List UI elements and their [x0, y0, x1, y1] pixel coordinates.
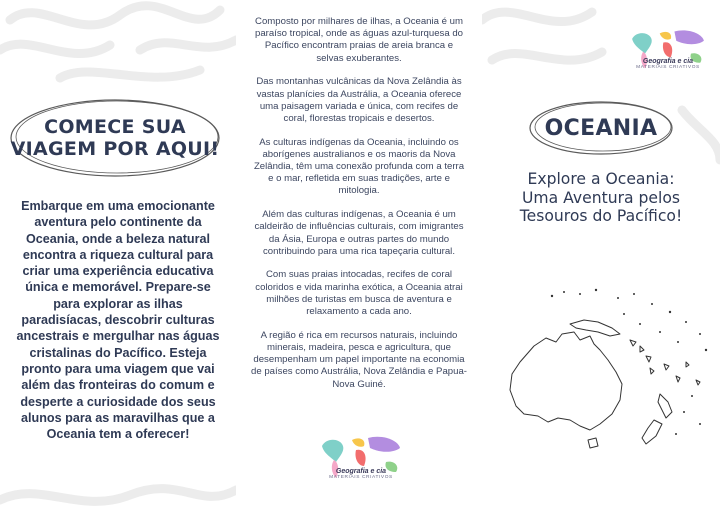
paragraph: Composto por milhares de ilhas, a Oceania é um paraíso tropical, onde as águas azul-turquesa do Pacífico encontram praias de areia branca e selvas exuberantes.: [255, 16, 463, 64]
heading-line1: COMECE SUA: [44, 116, 186, 138]
brand-logo: [618, 26, 718, 70]
subtitle: Explore a Oceania: Uma Aventura pelos Tesouros do Pacífico!: [519, 170, 683, 225]
paragraph: Com suas praias intocadas, recifes de coral coloridos e vida marinha exótica, a Oceania atrai milhões de turistas em busca de aventura e relaxamento a cada ano.: [255, 269, 463, 318]
logo-name: Geografia e cia: [335, 468, 387, 475]
logo-name: Geografia e cia: [642, 58, 694, 65]
logo-tagline: MATERIAIS CRIATIVOS: [636, 65, 700, 70]
intro-text: Embarque em uma emocionante aventura pelo continente da Oceania, onde a beleza natural encontra a riqueza cultural para criar uma experiência educativa única e memorável. Prepare-se para explorar as ilhas paradisíacas, descobrir culturas ancestrais e mergulhar nas águas cristalinas do Pacífico. Esteja pronto para uma viagem que vai além das fronteiras do comum e desperte a curiosidade dos seus alunos para as maravilhas que a Oceania tem a oferecer!: [16, 199, 220, 442]
heading-badge: [526, 98, 676, 158]
middle-panel: [236, 0, 482, 509]
scribble-decoration-bottom: [0, 440, 236, 509]
paragraph: Das montanhas vulcânicas da Nova Zelândia às vastas planícies da Austrália, a Oceania oferece uma paisagem variada e única, com recifes de coral, florestas tropicais e desertos.: [256, 76, 462, 124]
heading-badge: [6, 96, 224, 180]
page-heading: [11, 116, 220, 160]
logo-tagline: MATERIAIS CRIATIVOS: [329, 475, 393, 480]
page-title: OCEANIA: [544, 115, 658, 141]
brand-logo: [306, 432, 416, 480]
left-panel: [0, 0, 236, 509]
info-text: [250, 16, 468, 402]
paragraph: As culturas indígenas da Oceania, incluindo os aborígenes australianos e os maoris da Nova Zelândia, têm uma conexão profunda com a terra e o mar, refletida em suas tradições, arte e mitologia.: [253, 136, 465, 197]
right-panel: [482, 0, 720, 509]
paragraph: Além das culturas indígenas, a Oceania é um caldeirão de influências culturais, com imigrantes da Ásia, Europa e outras partes do mundo contribuindo para uma rica tapeçaria cultural.: [254, 209, 464, 257]
paragraph: A região é rica em recursos naturais, incluindo minerais, madeira, pesca e agricultura, que desempenham um papel importante na economia de países como Austrália, Nova Zelândia e Papua-Nova Guiné.: [251, 329, 467, 390]
oceania-map-icon: [500, 284, 712, 480]
heading-line2: VIAGEM POR AQUI!: [10, 138, 220, 160]
